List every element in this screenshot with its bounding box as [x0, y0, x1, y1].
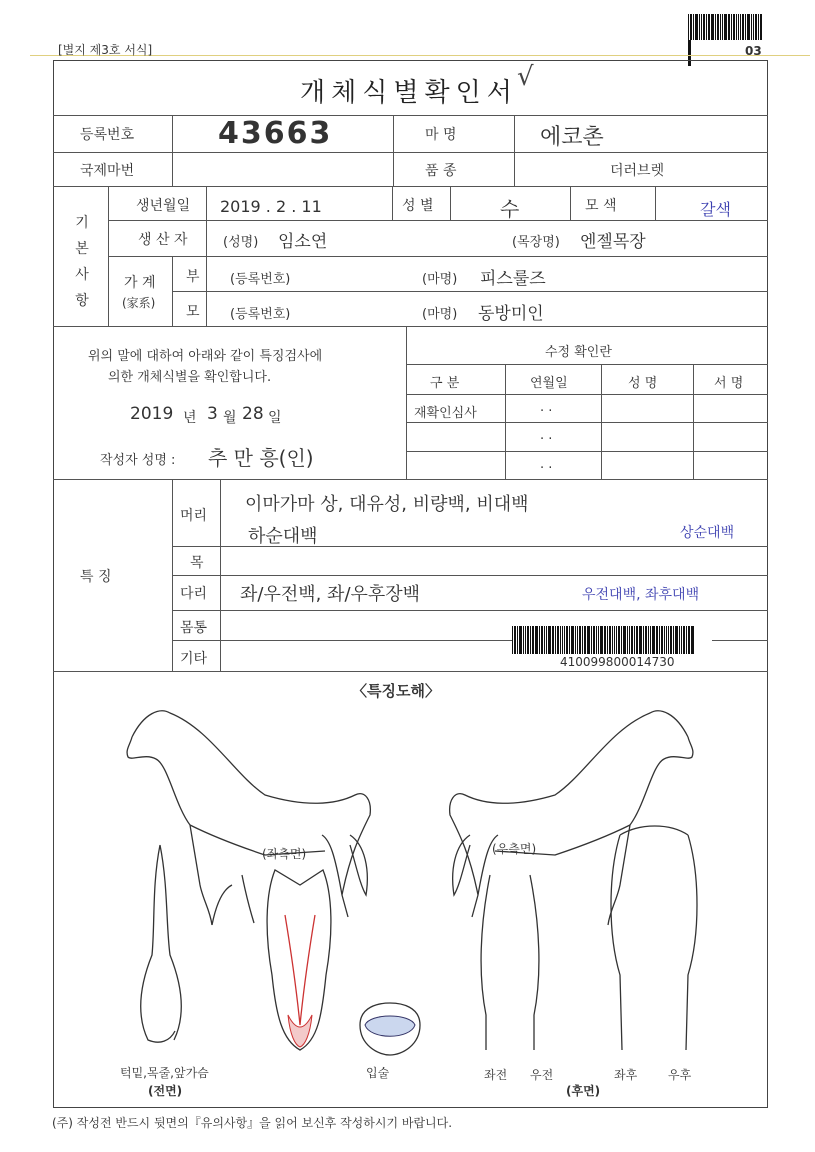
- leg-value: 좌/우전백, 좌/우후장백: [240, 584, 421, 605]
- rev-header-sign: 서 명: [714, 376, 744, 391]
- head-label: 머리: [180, 508, 208, 524]
- date-year: 2019: [130, 404, 174, 424]
- revision-title: 수정 확인란: [545, 345, 612, 360]
- statement-line2: 의한 개체식별을 확인합니다.: [108, 370, 272, 385]
- right-side-label: (우측면): [492, 842, 537, 856]
- sire-name-value: 피스룰즈: [480, 269, 546, 289]
- dam-name-prefix: (마명): [422, 307, 458, 322]
- leg-label: 다리: [180, 586, 208, 602]
- sex-label: 성 별: [402, 198, 434, 214]
- basic-section-label: 기본사항: [75, 215, 89, 309]
- rear-label-right-front: 우전: [530, 1068, 554, 1082]
- author-label: 작성자 성명 :: [100, 453, 176, 468]
- head-value-line1: 이마가마 상, 대유성, 비량백, 비대백: [245, 494, 529, 515]
- horse-name-value: 에코촌: [540, 125, 604, 150]
- rear-label-right-hind: 우후: [668, 1068, 692, 1082]
- birth-label: 생년월일: [136, 198, 191, 214]
- horse-name-label: 마 명: [425, 127, 457, 143]
- diagram-title: 〈특징도해〉: [352, 682, 440, 700]
- front-label: (전면): [148, 1084, 183, 1098]
- sire-label: 부: [186, 269, 200, 285]
- date-month: 3: [207, 404, 218, 424]
- left-side-label: (좌측면): [262, 847, 307, 861]
- features-section-label: 특 징: [80, 569, 112, 585]
- horse-diagram: [60, 695, 760, 1105]
- breeder-label: 생 산 자: [138, 232, 188, 248]
- rear-label-left-hind: 좌후: [614, 1068, 638, 1082]
- rev-row3-date: . .: [540, 457, 553, 472]
- rev-row1-type: 재확인심사: [414, 406, 477, 421]
- sire-reg-prefix: (등록번호): [230, 272, 291, 287]
- birth-value: 2019 . 2 . 11: [220, 197, 322, 216]
- breed-label: 품 종: [425, 163, 457, 179]
- page-number: 03: [745, 44, 762, 58]
- date-month-unit: 월: [223, 410, 237, 426]
- body-label: 몸통: [180, 620, 208, 636]
- head-value-line2: 하순대백: [248, 526, 318, 547]
- reg-no-value: 43663: [218, 116, 333, 151]
- leg-note: 우전대백, 좌후대백: [582, 587, 700, 603]
- reg-no-label: 등록번호: [80, 127, 135, 143]
- rev-header-name: 성 명: [628, 376, 658, 391]
- rear-label: (후면): [566, 1084, 601, 1098]
- intl-no-label: 국제마번: [80, 163, 135, 179]
- dam-reg-prefix: (등록번호): [230, 307, 291, 322]
- sample-barcode: [512, 626, 712, 654]
- date-day: 28: [242, 404, 264, 424]
- head-note: 상순대백: [680, 525, 735, 541]
- color-label: 모 색: [585, 198, 617, 214]
- farm-prefix: (목장명): [512, 235, 560, 250]
- rev-row2-date: . .: [540, 428, 553, 443]
- rev-header-type: 구 분: [430, 376, 460, 391]
- pedigree-label: 가 계: [124, 275, 156, 291]
- rev-header-date: 연월일: [530, 376, 568, 391]
- title-check-mark: √: [517, 62, 534, 92]
- top-barcode: [688, 14, 766, 40]
- front-caption: 턱밑,목줄,앞가슴: [120, 1066, 209, 1080]
- other-label: 기타: [180, 651, 208, 667]
- breeder-name-value: 임소연: [278, 232, 328, 252]
- rear-label-left-front: 좌전: [484, 1068, 508, 1082]
- sire-name-prefix: (마명): [422, 272, 458, 287]
- neck-label: 목: [190, 555, 204, 571]
- pedigree-hanja: (家系): [122, 296, 156, 310]
- breed-value: 더러브렛: [610, 163, 665, 179]
- footer-note: (주) 작성전 반드시 뒷면의『유의사항』을 읽어 보신후 작성하시기 바랍니다.: [52, 1116, 453, 1130]
- barcode-number: 410099800014730: [560, 655, 675, 669]
- dam-label: 모: [186, 304, 200, 320]
- form-title: 개체식별확인서: [300, 78, 518, 108]
- author-value: 추 만 흥(인): [208, 446, 314, 470]
- dam-name-value: 동방미인: [478, 304, 544, 324]
- farm-value: 엔젤목장: [580, 232, 646, 252]
- rev-row1-date: . .: [540, 400, 553, 415]
- sex-value: 수: [500, 197, 520, 221]
- breeder-name-prefix: (성명): [223, 235, 259, 250]
- date-year-unit: 년: [183, 410, 197, 426]
- date-day-unit: 일: [268, 410, 282, 426]
- form-label: [별지 제3호 서식]: [58, 43, 153, 57]
- lips-caption: 입술: [366, 1066, 390, 1080]
- color-value: 갈색: [700, 200, 731, 219]
- statement-line1: 위의 말에 대하여 아래와 같이 특징검사에: [88, 349, 323, 364]
